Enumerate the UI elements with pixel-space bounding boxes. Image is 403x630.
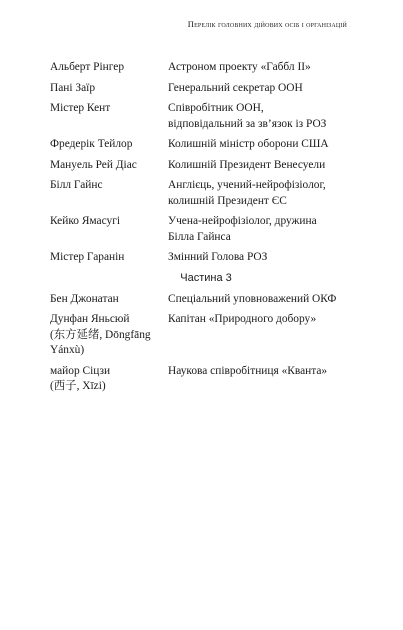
character-role-line: Змінний Голова РОЗ [168, 251, 268, 263]
character-name [50, 101, 168, 117]
character-group-after [50, 292, 350, 395]
character-name-line: Альберт Рінгер [50, 61, 125, 73]
character-name-line: Дунфан Яньсюй [50, 313, 130, 325]
character-name-line: Бен Джонатан [50, 292, 119, 305]
character-role [168, 101, 350, 132]
character-role [168, 81, 350, 97]
character-role-line: Спеціальний уповноважений ОКФ [168, 292, 337, 305]
character-name [50, 81, 168, 97]
character-name [50, 250, 168, 266]
character-role [168, 158, 350, 174]
character-name [50, 312, 168, 359]
character-name-line: (东方延绪, Dōngfāng [50, 328, 151, 341]
character-entry [50, 60, 350, 76]
character-role-line: відповідальний за зв’язок із РОЗ [168, 117, 327, 130]
character-role [168, 292, 350, 308]
character-role-line: Колишній міністр оборони США [168, 138, 329, 150]
character-group-before [50, 60, 350, 266]
character-role-line: Генеральний секретар ООН [168, 81, 303, 94]
part-heading: Частина 3 [180, 271, 232, 284]
character-role-line: Астроном проекту «Габбл II» [168, 61, 311, 73]
character-name-line: Містер Кент [50, 102, 111, 114]
character-name-line: (西子, Xīzi) [50, 380, 106, 392]
character-name-line: Пані Заїр [50, 81, 96, 94]
character-entry [50, 250, 350, 266]
character-role-line: Капітан «Природного добору» [168, 313, 317, 325]
character-name [50, 214, 168, 230]
character-entry [50, 178, 350, 209]
character-name-line: Мануель Рей Діас [50, 158, 137, 171]
character-name [50, 364, 168, 395]
character-role-line: Колишній Президент Венесуели [168, 158, 326, 171]
character-entry [50, 101, 350, 132]
character-role [168, 364, 350, 380]
character-role [168, 312, 350, 328]
character-name [50, 158, 168, 174]
character-entry [50, 158, 350, 174]
character-name [50, 178, 168, 194]
character-name [50, 60, 168, 76]
character-name-line: майор Сіцзи [50, 364, 111, 377]
character-role [168, 60, 350, 76]
character-name-line: Фредерік Тейлор [50, 138, 133, 150]
character-role-line: Учена-нейрофізіолог, дружина [168, 215, 317, 227]
character-name [50, 137, 168, 153]
character-name-line: Білл Гайнс [50, 179, 103, 191]
character-entry [50, 292, 350, 308]
character-role [168, 137, 350, 153]
character-entry [50, 364, 350, 395]
character-entry [50, 214, 350, 245]
character-role-line: Співробітник ООН, [168, 102, 264, 114]
character-role-line: Наукова співробітниця «Кванта» [168, 364, 328, 377]
character-role [168, 250, 350, 266]
character-name-line: Кейко Ямасугі [50, 215, 121, 227]
character-role [168, 214, 350, 245]
character-name-line: Містер Гаранін [50, 251, 125, 263]
character-role-line: Білла Гайнса [168, 230, 231, 243]
character-name [50, 292, 168, 308]
character-role [168, 178, 350, 209]
character-entry [50, 137, 350, 153]
character-role-line: колишній Президент ЄС [168, 194, 287, 207]
running-header: Перелік головних дійових осіб і організацій [187, 19, 347, 29]
character-role-line: Англієць, учений-нейрофізіолог, [168, 179, 326, 191]
character-entry [50, 312, 350, 359]
character-entry [50, 81, 350, 97]
character-name-line: Yánxù) [50, 344, 85, 356]
character-list [50, 60, 350, 400]
